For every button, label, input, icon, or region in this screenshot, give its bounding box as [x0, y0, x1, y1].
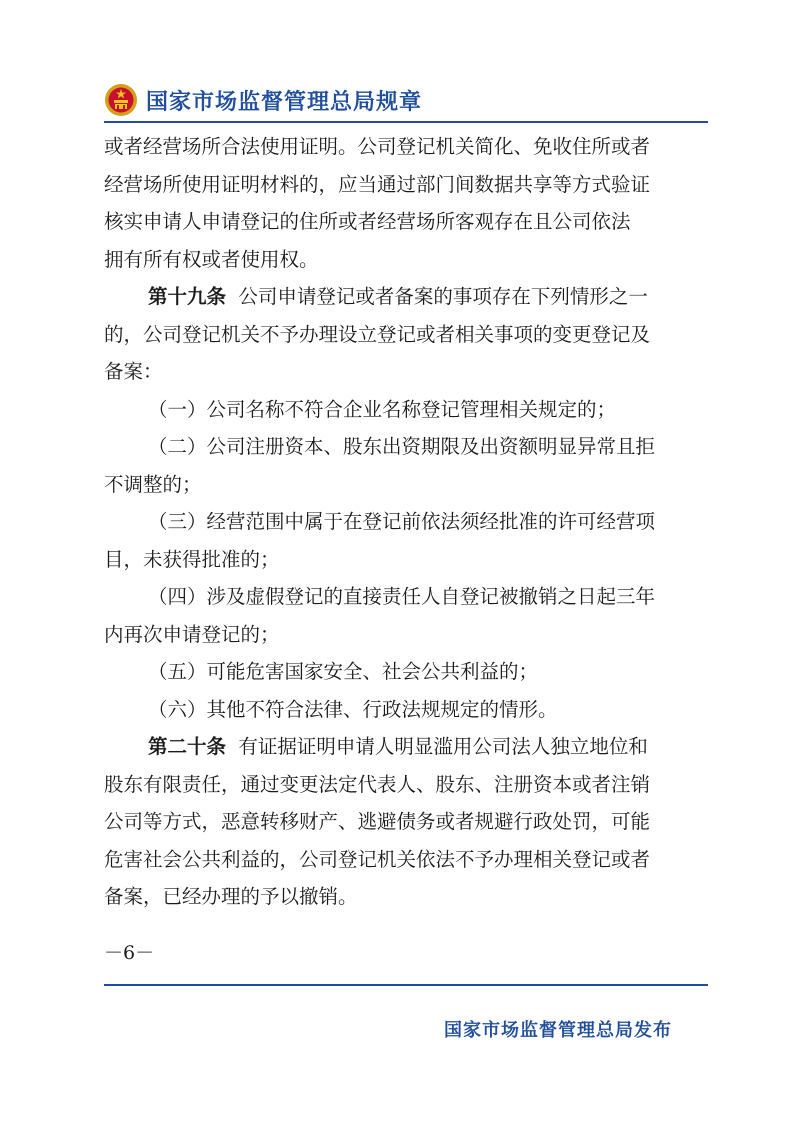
- list-item: （五）可能危害国家安全、社会公共利益的；: [148, 660, 539, 683]
- document-body: [104, 128, 708, 916]
- article-heading: 第二十条: [148, 735, 227, 758]
- text-line: 的，公司登记机关不予办理设立登记或者相关事项的变更登记及: [104, 322, 651, 346]
- text-line: 或者经营场所合法使用证明。公司登记机关简化、免收住所或者: [104, 135, 651, 158]
- article-20: [104, 728, 708, 916]
- list-item: （二）公司注册资本、股东出资期限及出资额明显异常且拒: [148, 435, 656, 458]
- text-line: 公司申请登记或者备案的事项存在下列情形之一: [238, 285, 648, 308]
- text-line: 危害社会公共利益的，公司登记机关依法不予办理相关登记或者: [104, 847, 651, 871]
- list-item: （一）公司名称不符合企业名称登记管理相关规定的；: [148, 397, 617, 421]
- article-heading: 第十九条: [148, 285, 227, 308]
- list-item-continuation: 目，未获得批准的；: [104, 547, 280, 571]
- list-item: （三）经营范围中属于在登记前依法须经批准的许可经营项: [148, 510, 656, 533]
- footer-divider: [104, 984, 708, 986]
- page-header: [104, 80, 422, 120]
- header-divider: [104, 121, 708, 123]
- header-title: 国家市场监督管理总局规章: [146, 89, 423, 115]
- text-line: 有证据证明申请人明显滥用公司法人独立地位和: [238, 735, 648, 758]
- article-first-line: [104, 728, 708, 766]
- article-19-items: [104, 391, 708, 729]
- text-line: 拥有所有权或者使用权。: [104, 247, 319, 271]
- text-line: 备案：: [104, 360, 163, 383]
- list-item-continuation: 不调整的；: [104, 472, 202, 496]
- page-number: －6－: [104, 942, 155, 964]
- text-line: 核实申请人申请登记的住所或者经营场所客观存在且公司依法: [104, 210, 631, 233]
- text-line: 备案，已经办理的予以撤销。: [104, 885, 358, 908]
- article-19: [104, 278, 708, 391]
- footer-publisher: 国家市场监督管理总局发布: [444, 1020, 672, 1041]
- list-item-continuation: 内再次申请登记的；: [104, 622, 280, 646]
- list-item: （四）涉及虚假登记的直接责任人自登记被撤销之日起三年: [148, 585, 656, 608]
- text-line: 经营场所使用证明材料的，应当通过部门间数据共享等方式验证: [104, 172, 651, 196]
- text-line: 股东有限责任，通过变更法定代表人、股东、注册资本或者注销: [104, 772, 651, 796]
- text-line: 公司等方式，恶意转移财产、逃避债务或者规避行政处罚，可能: [104, 810, 651, 833]
- article-first-line: [104, 278, 708, 316]
- paragraph-continuation: [104, 128, 708, 278]
- list-item: （六）其他不符合法律、行政法规规定的情形。: [148, 697, 558, 721]
- national-emblem-icon: [104, 83, 138, 117]
